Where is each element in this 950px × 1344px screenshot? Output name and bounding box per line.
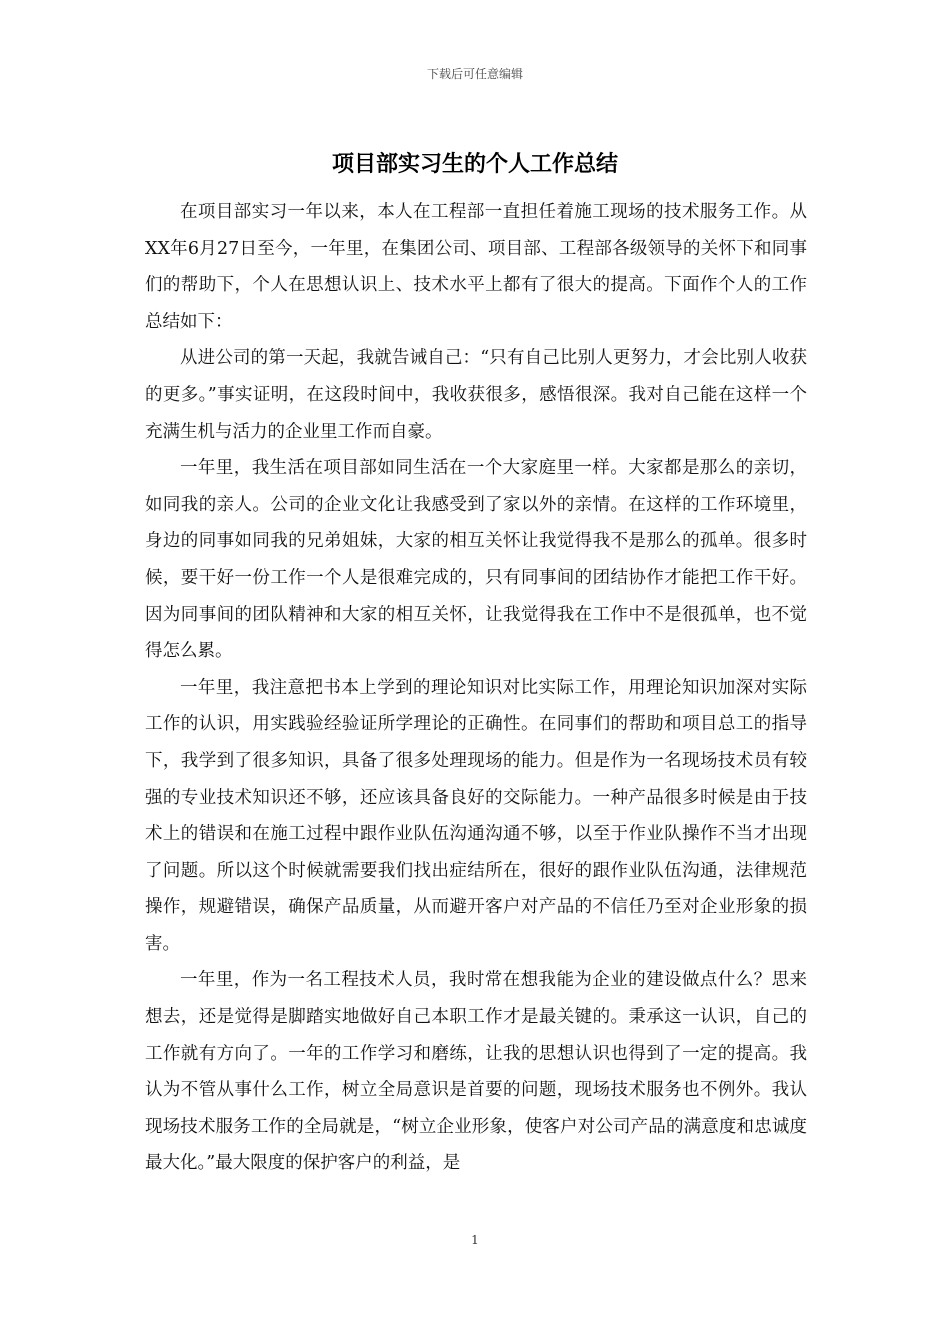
paragraph: 一年里，我注意把书本上学到的理论知识对比实际工作，用理论知识加深对实际工作的认识，用实践验经验证所学理论的正确性。在同事们的帮助和项目总工的指导下，我学到了很多知识，具备了很多处理现场的能力。但是作为一名现场技术员有较强的专业技术知识还不够，还应该具备良好的交际能力。一种产品很多时候是由于技术上的错误和在施工过程中跟作业队伍沟通沟通不够，以至于作业队操作不当才出现了问题。所以这个时候就需要我们找出症结所在，很好的跟作业队伍沟通，法律规范操作，规避错误，确保产品质量，从而避开客户对产品的不信任乃至对企业形象的损害。 [145, 677, 807, 954]
paragraph: 一年里，我生活在项目部如同生活在一个大家庭里一样。大家都是那么的亲切，如同我的亲人。公司的企业文化让我感受到了家以外的亲情。在这样的工作环境里，身边的同事如同我的兄弟姐妹，大家的相互关怀让我觉得我不是那么的孤单。很多时候，要干好一份工作一个人是很难完成的，只有同事间的团结协作才能把工作干好。因为同事间的团队精神和大家的相互关怀，让我觉得我在工作中不是很孤单，也不觉得怎么累。 [145, 458, 807, 662]
document-body [145, 194, 807, 1182]
paragraph: 在项目部实习一年以来，本人在工程部一直担任着施工现场的技术服务工作。从XX年6月27日至今，一年里，在集团公司、项目部、工程部各级领导的关怀下和同事们的帮助下，个人在思想认识上、技术水平上都有了很大的提高。下面作个人的工作总结如下： [145, 202, 807, 332]
page-number: 1 [471, 1233, 479, 1247]
page-header: 下载后可任意编辑 [426, 67, 523, 81]
document-title: 项目部实习生的个人工作总结 [331, 152, 618, 177]
paragraph: 一年里，作为一名工程技术人员，我时常在想我能为企业的建设做点什么？思来想去，还是觉得是脚踏实地做好自己本职工作才是最关键的。秉承这一认识，自己的工作就有方向了。一年的工作学习和磨练，让我的思想认识也得到了一定的提高。我认为不管从事什么工作，树立全局意识是首要的问题，现场技术服务也不例外。我认现场技术服务工作的全局就是，“树立企业形象，使客户对公司产品的满意度和忠诚度最大化。”最大限度的保护客户的利益，是 [145, 970, 807, 1174]
paragraph: 从进公司的第一天起，我就告诫自己：“只有自己比别人更努力，才会比别人收获的更多。”事实证明，在这段时间中，我收获很多，感悟很深。我对自己能在这样一个充满生机与活力的企业里工作而自豪。 [145, 348, 807, 442]
